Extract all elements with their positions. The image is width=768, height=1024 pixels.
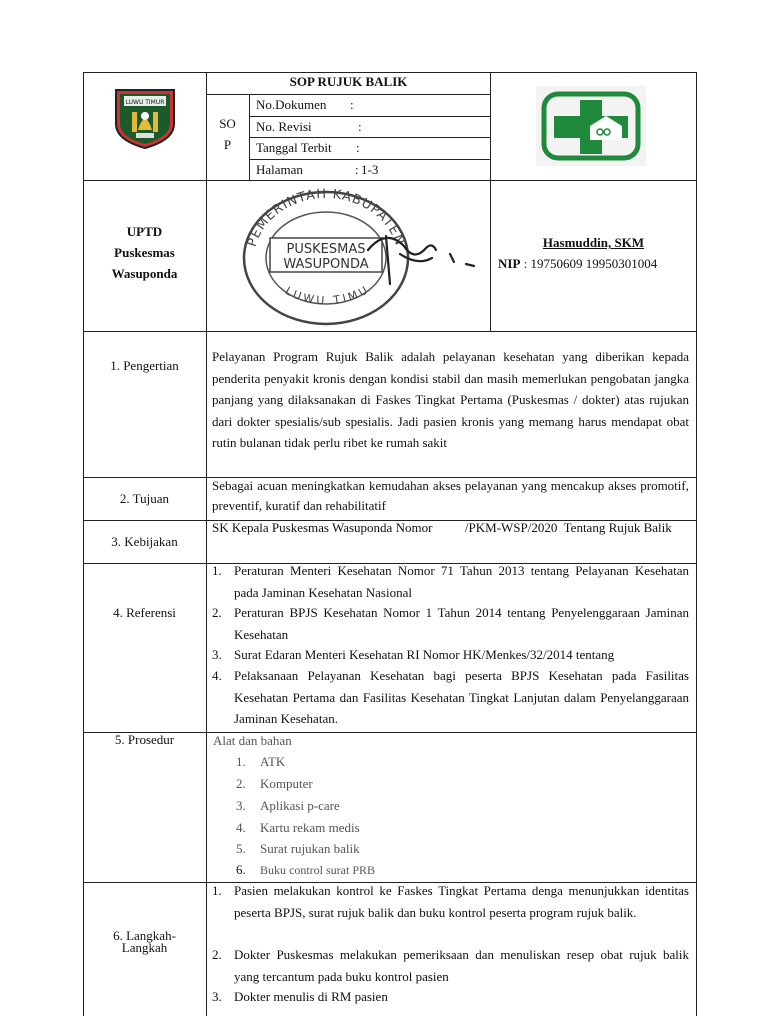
section-label-pengertian: 1. Pengertian [110, 358, 179, 373]
langkah-item-2: Dokter Puskesmas melakukan pemeriksaan dan menuliskan resep obat rujuk balik yang tercantum pada buku kontrol pasien [234, 947, 689, 984]
field-no-dokumen-sep: : [350, 97, 354, 112]
svg-text:LUWU TIMUR: LUWU TIMUR [125, 99, 165, 106]
referensi-num-3: 3. [212, 647, 222, 662]
field-halaman-sep: : [355, 162, 359, 177]
document-title: SOP RUJUK BALIK [289, 74, 408, 89]
svg-text:PEMERINTAH KABUPATEN: PEMERINTAH KABUPATEN [244, 188, 407, 249]
field-halaman-value: 1-3 [361, 162, 379, 177]
field-no-revisi-label: No. Revisi [256, 119, 312, 134]
org-line-wasuponda: Wasuponda [111, 266, 178, 281]
section-label-prosedur: 5. Prosedur [114, 732, 175, 747]
section-label-kebijakan: 3. Kebijakan [111, 534, 178, 549]
langkah-num-3: 3. [212, 989, 222, 1004]
puskesmas-cross-logo [536, 86, 646, 166]
referensi-item-1: Peraturan Menteri Kesehatan Nomor 71 Tahun 2013 tentang Pelayanan Kesehatan pada Jaminan Kesehatan Nasional [234, 563, 689, 600]
official-stamp [236, 188, 480, 328]
org-line-uptd: UPTD [126, 224, 163, 239]
section-label-tujuan: 2. Tujuan [119, 491, 170, 506]
field-tanggal-sep: : [356, 140, 360, 155]
section-text-tujuan: Sebagai acuan meningkatkan kemudahan akses pelayanan yang mencakup akses promotif, preventif, kuratif dan rehabilitatif [212, 478, 689, 513]
referensi-item-4: Pelaksanaan Pelayanan Kesehatan bagi peserta BPJS Kesehatan pada Fasilitas Kesehatan Pertama dan Fasilitas Kesehatan Tingkat Lanjutan dalam Penyelanggaraan Jaminan Kesehatan. [234, 668, 689, 726]
svg-text:PUSKESMAS: PUSKESMAS [286, 242, 366, 257]
langkah-item-3: Dokter menulis di RM pasien [234, 989, 388, 1004]
svg-text:WASUPONDA: WASUPONDA [283, 257, 369, 272]
section-label-langkah-1: 6. Langkah- [113, 928, 176, 943]
field-no-dokumen-label: No.Dokumen [256, 97, 327, 112]
prosedur-item-6: 6. Buku control surat PRB [236, 862, 376, 877]
field-halaman-label: Halaman [256, 162, 303, 177]
referensi-item-2: Peraturan BPJS Kesehatan Nomor 1 Tahun 2014 tentang Penyelenggaraan Jaminan Kesehatan [234, 605, 689, 642]
nip-label: NIP [498, 256, 521, 271]
prosedur-heading: Alat dan bahan [213, 733, 292, 748]
section-label-langkah-2: Langkah [121, 940, 168, 955]
prosedur-item-5: 5. Surat rujukan balik [236, 841, 360, 856]
sop-label-line1: SO [219, 116, 236, 131]
luwu-timur-crest-logo [110, 86, 180, 150]
prosedur-item-1: 1. ATK [236, 754, 286, 769]
sop-label-line2: P [223, 137, 232, 152]
referensi-num-2: 2. [212, 605, 222, 620]
prosedur-item-4: 4. Kartu rekam medis [236, 820, 360, 835]
signer-name: Hasmuddin, SKM [542, 235, 645, 250]
field-tanggal-label: Tanggal Terbit [256, 140, 332, 155]
svg-text:LUWU TIMUR: LUWU TIMU [283, 282, 373, 308]
referensi-num-1: 1. [212, 563, 222, 578]
signer-nip [498, 253, 657, 274]
section-text-pengertian: Pelayanan Program Rujuk Balik adalah pelayanan kesehatan yang diberikan kepada penderita penyakit kronis dengan kondisi stabil dan masih memerlukan pengobatan jangka panjang yang dilaksanakan di Faskes Tingkat Pertama (Puskesmas / dokter) atas rujukan dari dokter spesialis/sub spesialis. Jadi pasien kronis yang memang harus mendapat obat rutin bulanan tidak perlu ribet ke rumah sakit [212, 349, 689, 450]
org-line-puskesmas: Puskesmas [114, 245, 175, 260]
prosedur-item-3: 3. Aplikasi p-care [236, 798, 340, 813]
section-label-referensi: 4. Referensi [113, 605, 176, 620]
langkah-num-1: 1. [212, 883, 222, 898]
prosedur-item-2: 2. Komputer [236, 776, 313, 791]
nip-value: : 19750609 19950301004 [520, 256, 658, 271]
field-no-revisi-sep: : [358, 119, 362, 134]
referensi-num-4: 4. [212, 668, 222, 683]
langkah-item-1: Pasien melakukan kontrol ke Faskes Tingkat Pertama denga menunjukkan identitas peserta BPJS, surat rujuk balik dan buku kontrol peserta program rujuk balik. [234, 883, 689, 920]
section-text-kebijakan: SK Kepala Puskesmas Wasuponda Nomor /PKM-WSP/2020 Tentang Rujuk Balik [212, 520, 672, 535]
referensi-item-3: Surat Edaran Menteri Kesehatan RI Nomor HK/Menkes/32/2014 tentang [234, 647, 615, 662]
langkah-num-2: 2. [212, 947, 222, 962]
